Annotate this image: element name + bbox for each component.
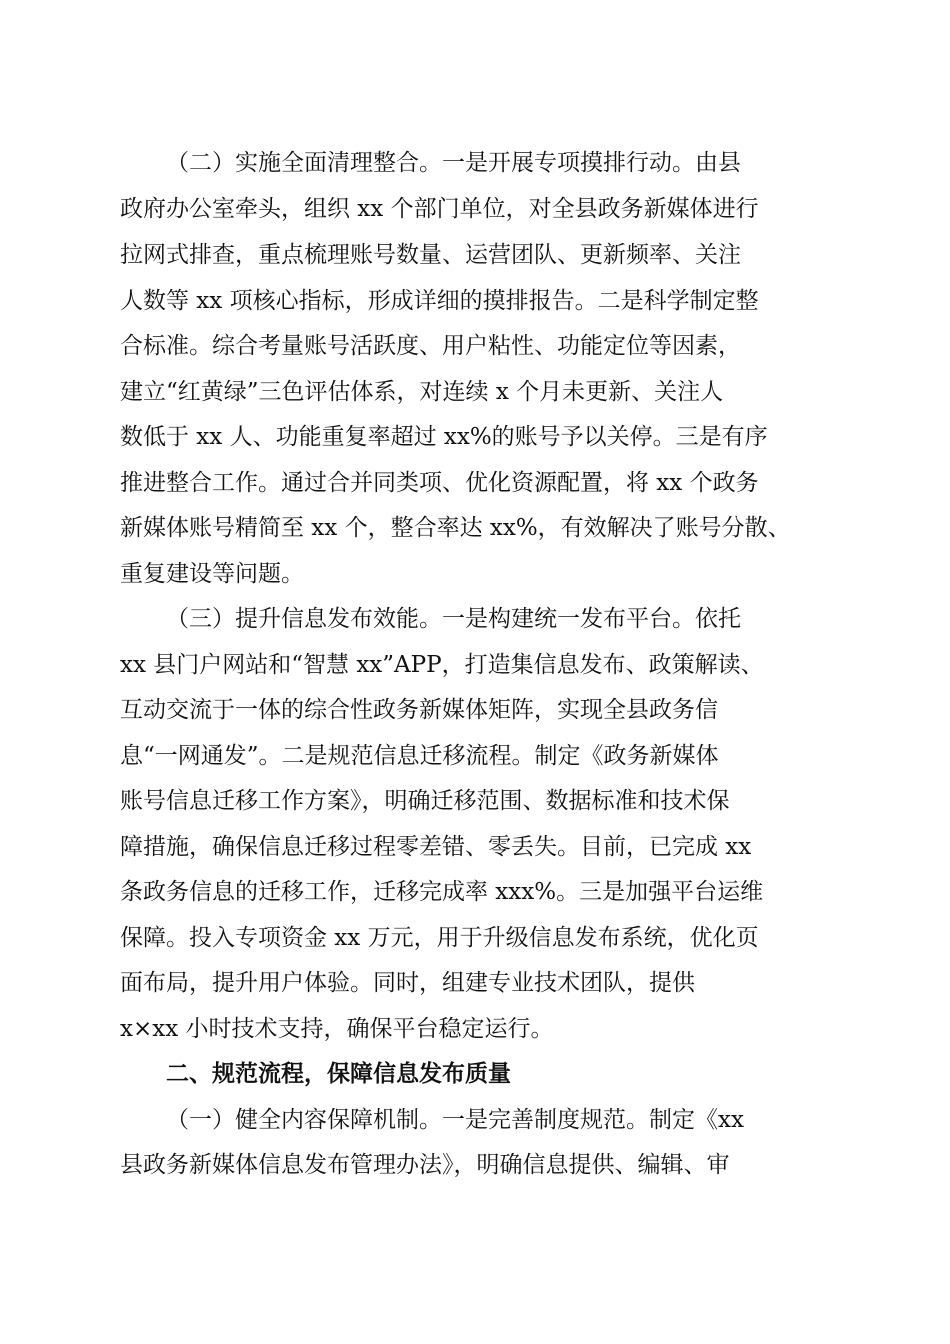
section-heading: 二、规范流程，保障信息发布质量 <box>166 1061 511 1087</box>
text-line: 人数等 xx 项核心指标，形成详细的摸排报告。二是科学制定整 <box>120 288 759 314</box>
text-line: 推进整合工作。通过合并同类项、优化资源配置，将 xx 个政务 <box>120 470 759 496</box>
text-line: 拉网式排查，重点梳理账号数量、运营团队、更新频率、关注 <box>120 242 741 268</box>
text-line: x×xx 小时技术支持，确保平台稳定运行。 <box>120 1016 554 1042</box>
text-line: （三）提升信息发布效能。一是构建统一发布平台。依托 <box>166 606 741 632</box>
text-line: 面布局，提升用户体验。同时，组建专业技术团队，提供 <box>120 970 695 996</box>
text-line: 政府办公室牵头，组织 xx 个部门单位，对全县政务新媒体进行 <box>120 196 759 222</box>
text-line: 合标准。综合考量账号活跃度、用户粘性、功能定位等因素， <box>120 333 741 359</box>
text-line: （一）健全内容保障机制。一是完善制度规范。制定《xx <box>166 1107 744 1133</box>
text-line: 账号信息迁移工作方案》，明确迁移范围、数据标准和技术保 <box>120 788 730 814</box>
text-line: 数低于 xx 人、功能重复率超过 xx%的账号予以关停。三是有序 <box>120 424 768 450</box>
text-line: 县政务新媒体信息发布管理办法》，明确信息提供、编辑、审 <box>120 1152 730 1178</box>
text-line: 息“一网通发”。二是规范信息迁移流程。制定《政务新媒体 <box>120 743 719 769</box>
text-line: xx 县门户网站和“智慧 xx”APP，打造集信息发布、政策解读、 <box>120 652 764 678</box>
text-line: 条政务信息的迁移工作，迁移完成率 xxx%。三是加强平台运维 <box>120 879 764 905</box>
text-line: 新媒体账号精简至 xx 个，整合率达 xx%，有效解决了账号分散、 <box>120 515 791 541</box>
text-line: 保障。投入专项资金 xx 万元，用于升级信息发布系统，优化页 <box>120 925 759 951</box>
text-line: 互动交流于一体的综合性政务新媒体矩阵，实现全县政务信 <box>120 697 718 723</box>
text-line: 障措施，确保信息迁移过程零差错、零丢失。目前，已完成 xx <box>120 834 752 860</box>
text-line: 重复建设等问题。 <box>120 561 304 587</box>
text-line: （二）实施全面清理整合。一是开展专项摸排行动。由县 <box>166 150 741 176</box>
text-line: 建立“红黄绿”三色评估体系，对连续 x 个月未更新、关注人 <box>120 379 724 405</box>
